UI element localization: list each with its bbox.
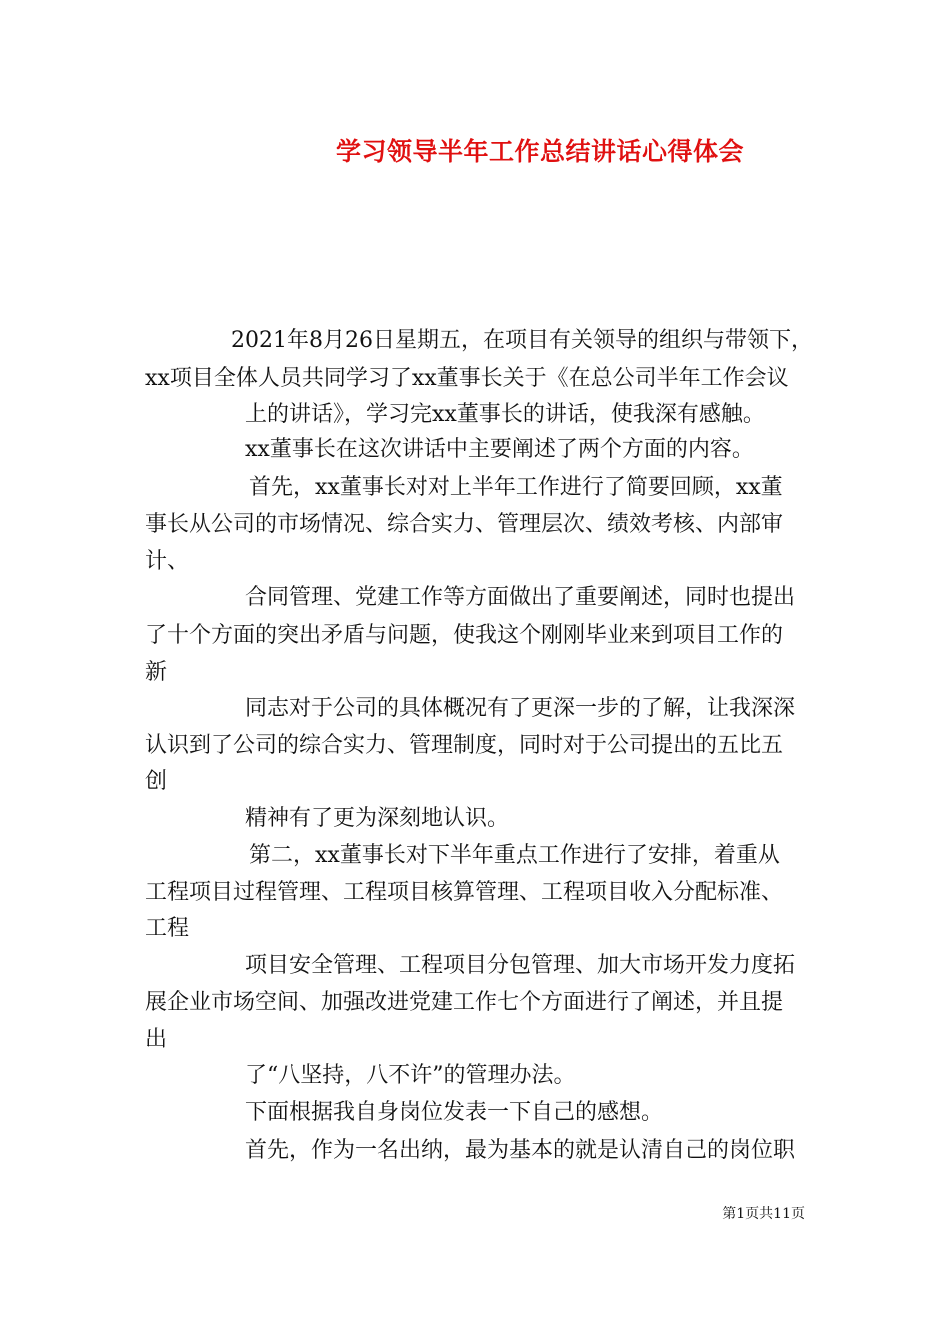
body-line: 首先，作为一名出纳，最为基本的就是认清自己的岗位职: [245, 1138, 796, 1163]
body-line: 下面根据我自身岗位发表一下自己的感想。: [245, 1100, 664, 1125]
body-line: 2021年8月26日星期五，在项目有关领导的组织与带领下，: [231, 328, 813, 353]
body-line: 上的讲话》，学习完xx董事长的讲话，使我深有感触。: [245, 402, 765, 427]
page-number: 第1页共11页: [722, 1206, 805, 1222]
body-line: xx董事长在这次讲话中主要阐述了两个方面的内容。: [245, 437, 754, 462]
body-line: 工程: [145, 916, 190, 941]
body-line: 精神有了更为深刻地认识。: [245, 806, 510, 831]
body-line: 首先，xx董事长对对上半年工作进行了简要回顾，xx董: [249, 475, 783, 500]
body-line: 出: [145, 1027, 168, 1052]
body-line: 第二，xx董事长对下半年重点工作进行了安排，着重从: [249, 843, 780, 868]
body-line: 项目安全管理、工程项目分包管理、加大市场开发力度拓: [245, 953, 796, 978]
body-line: 同志对于公司的具体概况有了更深一步的了解，让我深深: [245, 696, 796, 721]
body-line: 事长从公司的市场情况、综合实力、管理层次、绩效考核、内部审: [145, 512, 784, 537]
body-line: 创: [145, 769, 168, 794]
body-line: 了十个方面的突出矛盾与问题，使我这个刚刚毕业来到项目工作的: [145, 623, 784, 648]
body-line: 工程项目过程管理、工程项目核算管理、工程项目收入分配标准、: [145, 880, 784, 905]
document-title: 学习领导半年工作总结讲话心得体会: [335, 137, 744, 166]
body-line: 计、: [145, 549, 190, 574]
body-line: 认识到了公司的综合实力、管理制度，同时对于公司提出的五比五: [145, 733, 784, 758]
body-line: 了“八坚持，八不许”的管理办法。: [245, 1063, 576, 1088]
body-line: 合同管理、党建工作等方面做出了重要阐述，同时也提出: [245, 585, 796, 610]
body-line: xx项目全体人员共同学习了xx董事长关于《在总公司半年工作会议: [145, 366, 789, 391]
body-line: 展企业市场空间、加强改进党建工作七个方面进行了阐述，并且提: [145, 990, 784, 1015]
body-line: 新: [145, 660, 168, 685]
